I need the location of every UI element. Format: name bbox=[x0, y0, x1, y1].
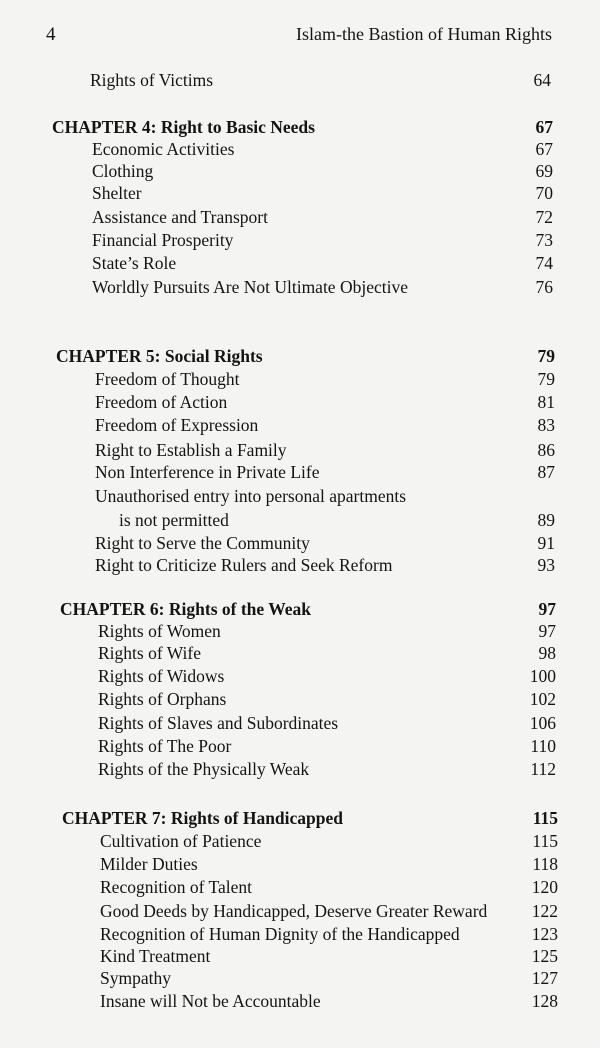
toc-entry bbox=[0, 531, 600, 555]
toc-entry-title: Kind Treatment bbox=[100, 946, 211, 966]
toc-entry bbox=[0, 619, 600, 643]
toc-entry-title: Right to Criticize Rulers and Seek Reform bbox=[95, 555, 393, 575]
toc-entry bbox=[0, 68, 600, 92]
toc-entry bbox=[0, 413, 600, 437]
toc-entry-title: Freedom of Expression bbox=[95, 415, 259, 435]
toc-entry-title: Sympathy bbox=[100, 968, 171, 988]
toc-page-number: 115 bbox=[532, 831, 558, 851]
page-header bbox=[0, 20, 600, 50]
toc-entry bbox=[0, 553, 600, 577]
toc-entry-title: Economic Activities bbox=[92, 139, 235, 159]
toc-page-number: 70 bbox=[535, 183, 553, 203]
toc-entry bbox=[0, 367, 600, 391]
toc-entry bbox=[0, 852, 600, 876]
toc-entry bbox=[0, 829, 600, 853]
toc-page-number: 74 bbox=[535, 253, 553, 273]
toc-page-number: 83 bbox=[537, 415, 555, 435]
running-title: Islam-the Bastion of Human Rights bbox=[296, 24, 552, 44]
toc-entry-title: CHAPTER 7: Rights of Handicapped bbox=[62, 808, 344, 828]
toc-page-number: 69 bbox=[535, 161, 553, 181]
toc-entry bbox=[0, 181, 600, 205]
toc-page-number: 86 bbox=[537, 440, 555, 460]
toc-page-number: 73 bbox=[535, 230, 553, 250]
toc-page-number: 97 bbox=[538, 599, 556, 619]
toc-entry-title: Milder Duties bbox=[100, 854, 198, 874]
toc-entry bbox=[0, 641, 600, 665]
toc-entry-title: Rights of Wife bbox=[98, 643, 201, 663]
toc-page-number: 128 bbox=[531, 991, 558, 1011]
toc-entry-title: Freedom of Thought bbox=[95, 369, 240, 389]
toc-page-number: 87 bbox=[537, 462, 555, 482]
toc-entry bbox=[0, 875, 600, 899]
toc-page-number: 67 bbox=[535, 117, 553, 137]
toc-entry bbox=[0, 757, 600, 781]
toc-page-number: 64 bbox=[533, 70, 551, 90]
toc-entry bbox=[0, 711, 600, 735]
toc-page-number: 89 bbox=[537, 510, 555, 530]
toc-entry-title: Right to Serve the Community bbox=[95, 533, 310, 553]
toc-entry-title: Cultivation of Patience bbox=[100, 831, 262, 851]
toc-entry-title: Worldly Pursuits Are Not Ultimate Objective bbox=[92, 277, 408, 297]
toc-entry-title: is not permitted bbox=[119, 510, 229, 530]
toc-entry-title: Rights of Slaves and Subordinates bbox=[98, 713, 339, 733]
toc-chapter-heading bbox=[0, 597, 600, 621]
toc-entry-title: State’s Role bbox=[92, 253, 177, 273]
toc-entry-title: Assistance and Transport bbox=[92, 207, 268, 227]
toc-entry-title: Recognition of Talent bbox=[100, 877, 253, 897]
toc-entry-title: Rights of Women bbox=[98, 621, 221, 641]
toc-entry bbox=[0, 251, 600, 275]
toc-page-number: 122 bbox=[531, 901, 558, 921]
toc-entry-title: Right to Establish a Family bbox=[95, 440, 287, 460]
toc-page-number: 91 bbox=[537, 533, 555, 553]
toc-entry bbox=[0, 989, 600, 1013]
toc-page-number: 125 bbox=[531, 946, 558, 966]
toc-entry-title: Rights of Orphans bbox=[98, 689, 227, 709]
toc-page-number: 110 bbox=[530, 736, 556, 756]
toc-page-number: 115 bbox=[532, 808, 558, 828]
toc-entry bbox=[0, 159, 600, 183]
toc-entry-title: Clothing bbox=[92, 161, 154, 181]
toc-entry-title: Rights of the Physically Weak bbox=[98, 759, 310, 779]
toc-page-number: 106 bbox=[529, 713, 556, 733]
toc-entry bbox=[0, 687, 600, 711]
toc-entry bbox=[0, 390, 600, 414]
toc-entry bbox=[0, 460, 600, 484]
toc-entry bbox=[0, 484, 600, 508]
toc-entry bbox=[0, 966, 600, 990]
toc-chapter-heading bbox=[0, 806, 600, 830]
toc-chapter-heading bbox=[0, 344, 600, 368]
toc-entry-title: Non Interference in Private Life bbox=[95, 462, 320, 482]
toc-entry bbox=[0, 899, 600, 923]
toc-page-number: 98 bbox=[538, 643, 556, 663]
toc-entry-title: Freedom of Action bbox=[95, 392, 228, 412]
toc-page-number: 72 bbox=[535, 207, 553, 227]
toc-entry bbox=[0, 228, 600, 252]
toc-entry-title: Recognition of Human Dignity of the Handicapped bbox=[100, 924, 460, 944]
toc-entry bbox=[0, 508, 600, 532]
toc-entry-title: Rights of The Poor bbox=[98, 736, 232, 756]
toc-page-number: 100 bbox=[529, 666, 556, 686]
toc-entry bbox=[0, 734, 600, 758]
toc-page-number: 93 bbox=[537, 555, 555, 575]
toc-entry-title: Shelter bbox=[92, 183, 142, 203]
toc-entry bbox=[0, 664, 600, 688]
toc-page-number: 79 bbox=[537, 369, 555, 389]
toc-page-number: 76 bbox=[535, 277, 553, 297]
toc-page-number: 118 bbox=[532, 854, 558, 874]
toc-page-number: 79 bbox=[537, 346, 555, 366]
toc-entry bbox=[0, 137, 600, 161]
toc-entry bbox=[0, 922, 600, 946]
toc-entry bbox=[0, 438, 600, 462]
toc-entry-title: Rights of Victims bbox=[90, 70, 214, 90]
page-number: 4 bbox=[46, 24, 56, 45]
toc-page-number: 120 bbox=[531, 877, 558, 897]
toc-entry-title: Financial Prosperity bbox=[92, 230, 234, 250]
toc-page-number: 97 bbox=[538, 621, 556, 641]
toc-page-number: 81 bbox=[537, 392, 555, 412]
toc-entry bbox=[0, 275, 600, 299]
toc-page-number: 123 bbox=[531, 924, 558, 944]
toc-entry-title: Rights of Widows bbox=[98, 666, 225, 686]
toc-page-number: 102 bbox=[529, 689, 556, 709]
toc-chapter-heading bbox=[0, 115, 600, 139]
toc-entry-title: Unauthorised entry into personal apartments bbox=[95, 486, 407, 506]
toc-page-number: 67 bbox=[535, 139, 553, 159]
toc-entry-title: CHAPTER 4: Right to Basic Needs bbox=[52, 117, 315, 137]
toc-page-number: 127 bbox=[531, 968, 558, 988]
toc-page-number: 112 bbox=[530, 759, 556, 779]
toc-entry bbox=[0, 944, 600, 968]
toc-entry-title: CHAPTER 6: Rights of the Weak bbox=[60, 599, 312, 619]
toc-entry-title: Insane will Not be Accountable bbox=[100, 991, 321, 1011]
toc-entry-title: Good Deeds by Handicapped, Deserve Greater Reward bbox=[100, 901, 488, 921]
toc-entry-title: CHAPTER 5: Social Rights bbox=[56, 346, 263, 366]
toc-entry bbox=[0, 205, 600, 229]
